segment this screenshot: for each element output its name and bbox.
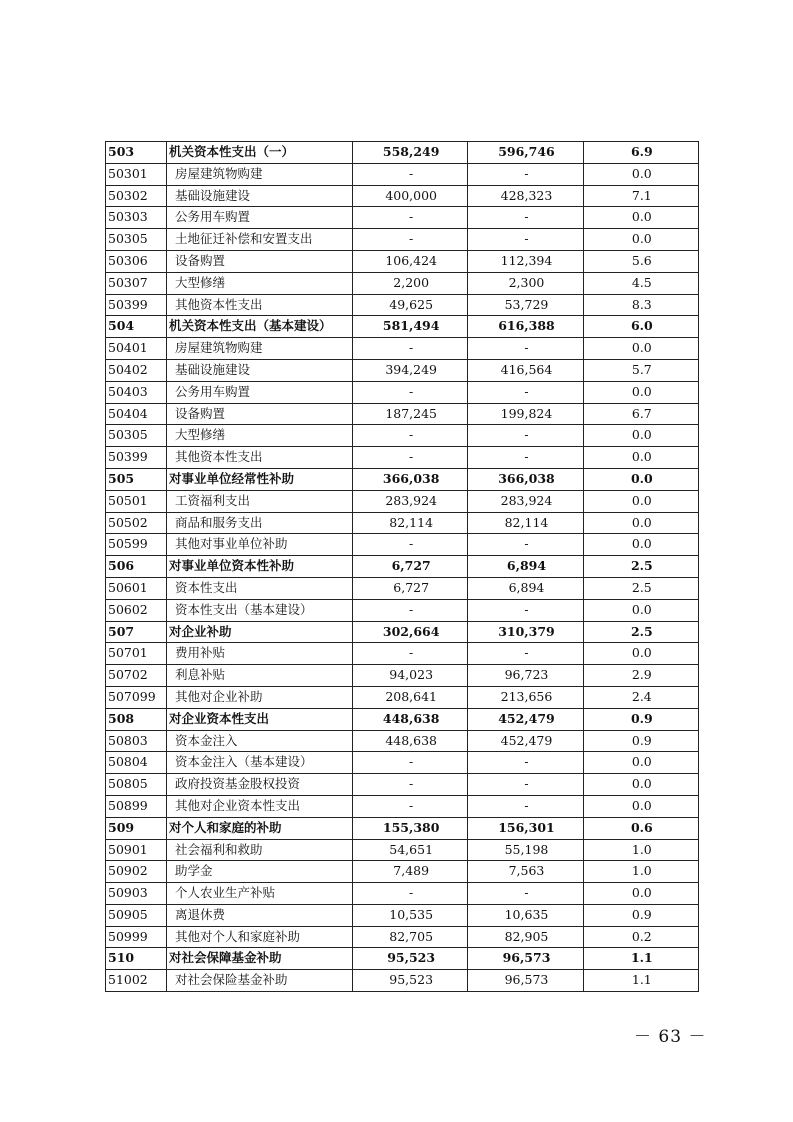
cell-pct: 2.9 [583,665,698,687]
table-row [106,861,699,883]
cell-value-a: 82,705 [353,926,468,948]
cell-value-a: 283,924 [353,490,468,512]
cell-name: 其他对个人和家庭补助 [167,926,353,948]
cell-pct: 0.0 [583,207,698,229]
cell-name: 离退休费 [167,904,353,926]
cell-value-b: 452,479 [468,708,583,730]
cell-name: 机关资本性支出（基本建设） [167,316,353,338]
cell-name: 对企业补助 [167,621,353,643]
table-row [106,468,699,490]
cell-code: 508 [106,708,167,730]
cell-value-b: 82,114 [468,512,583,534]
cell-code: 50905 [106,904,167,926]
cell-value-b: 416,564 [468,359,583,381]
cell-value-a: 94,023 [353,665,468,687]
cell-pct: 0.0 [583,229,698,251]
cell-value-a: - [353,229,468,251]
cell-name: 房屋建筑物购建 [167,163,353,185]
cell-value-b: 596,746 [468,142,583,164]
cell-value-b: 10,635 [468,904,583,926]
table-row [106,294,699,316]
cell-pct: 8.3 [583,294,698,316]
cell-value-a: - [353,447,468,469]
cell-code: 50307 [106,272,167,294]
cell-value-a: 6,727 [353,577,468,599]
table-row [106,948,699,970]
cell-pct: 2.5 [583,556,698,578]
cell-value-a: 400,000 [353,185,468,207]
cell-code: 50902 [106,861,167,883]
cell-pct: 6.9 [583,142,698,164]
cell-value-b: 7,563 [468,861,583,883]
cell-name: 费用补贴 [167,643,353,665]
cell-value-a: 95,523 [353,948,468,970]
table-row [106,316,699,338]
cell-pct: 1.0 [583,839,698,861]
cell-pct: 0.2 [583,926,698,948]
cell-pct: 0.0 [583,381,698,403]
cell-value-b: 96,573 [468,948,583,970]
cell-name: 土地征迁补偿和安置支出 [167,229,353,251]
cell-value-a: - [353,795,468,817]
cell-code: 50399 [106,447,167,469]
cell-value-a: - [353,381,468,403]
table-row [106,839,699,861]
table-row [106,142,699,164]
cell-code: 50501 [106,490,167,512]
cell-name: 利息补贴 [167,665,353,687]
table-row [106,207,699,229]
cell-value-a: 49,625 [353,294,468,316]
cell-value-b: 96,573 [468,970,583,992]
cell-value-a: - [353,599,468,621]
cell-name: 其他资本性支出 [167,294,353,316]
cell-name: 资本性支出（基本建设） [167,599,353,621]
cell-value-a: 95,523 [353,970,468,992]
budget-table [105,141,699,992]
cell-value-b: - [468,883,583,905]
cell-pct: 2.4 [583,686,698,708]
table-row [106,599,699,621]
cell-code: 50601 [106,577,167,599]
cell-pct: 4.5 [583,272,698,294]
cell-code: 50899 [106,795,167,817]
cell-value-a: - [353,534,468,556]
cell-name: 对事业单位经常性补助 [167,468,353,490]
cell-value-b: - [468,795,583,817]
cell-value-a: 581,494 [353,316,468,338]
cell-pct: 0.0 [583,774,698,796]
cell-value-b: - [468,229,583,251]
cell-name: 设备购置 [167,403,353,425]
cell-name: 大型修缮 [167,425,353,447]
cell-value-a: - [353,752,468,774]
cell-code: 503 [106,142,167,164]
cell-code: 50502 [106,512,167,534]
cell-value-a: - [353,425,468,447]
cell-value-a: 394,249 [353,359,468,381]
cell-code: 509 [106,817,167,839]
cell-value-a: 302,664 [353,621,468,643]
cell-code: 50301 [106,163,167,185]
cell-value-a: 448,638 [353,708,468,730]
cell-value-b: 2,300 [468,272,583,294]
cell-value-a: - [353,207,468,229]
table-row [106,381,699,403]
cell-name: 资本金注入 [167,730,353,752]
cell-name: 工资福利支出 [167,490,353,512]
cell-pct: 0.0 [583,468,698,490]
cell-pct: 0.0 [583,534,698,556]
budget-table-body [106,142,699,992]
cell-code: 50303 [106,207,167,229]
cell-value-b: 156,301 [468,817,583,839]
cell-value-b: 616,388 [468,316,583,338]
cell-name: 基础设施建设 [167,185,353,207]
cell-name: 对社会保险基金补助 [167,970,353,992]
cell-pct: 0.0 [583,512,698,534]
table-row [106,752,699,774]
table-row [106,425,699,447]
cell-name: 大型修缮 [167,272,353,294]
cell-value-a: - [353,643,468,665]
cell-code: 507 [106,621,167,643]
cell-name: 资本金注入（基本建设） [167,752,353,774]
cell-name: 公务用车购置 [167,381,353,403]
table-row [106,577,699,599]
cell-code: 506 [106,556,167,578]
cell-pct: 0.0 [583,163,698,185]
cell-pct: 0.0 [583,643,698,665]
table-row [106,534,699,556]
cell-value-b: 366,038 [468,468,583,490]
cell-pct: 6.7 [583,403,698,425]
cell-value-b: 82,905 [468,926,583,948]
table-row [106,708,699,730]
cell-code: 50903 [106,883,167,905]
table-row [106,686,699,708]
cell-value-a: 187,245 [353,403,468,425]
table-row [106,643,699,665]
cell-code: 507099 [106,686,167,708]
cell-value-b: 310,379 [468,621,583,643]
cell-code: 50399 [106,294,167,316]
cell-name: 基础设施建设 [167,359,353,381]
cell-value-a: 155,380 [353,817,468,839]
cell-pct: 5.7 [583,359,698,381]
cell-code: 50305 [106,425,167,447]
cell-value-a: 366,038 [353,468,468,490]
cell-value-b: - [468,447,583,469]
cell-pct: 0.0 [583,752,698,774]
table-row [106,556,699,578]
cell-value-a: 2,200 [353,272,468,294]
cell-value-b: - [468,163,583,185]
cell-pct: 1.1 [583,948,698,970]
cell-value-a: 208,641 [353,686,468,708]
cell-name: 对个人和家庭的补助 [167,817,353,839]
cell-value-b: 199,824 [468,403,583,425]
page-number: － 63 － [634,1027,707,1047]
cell-pct: 5.6 [583,250,698,272]
table-row [106,817,699,839]
cell-code: 50701 [106,643,167,665]
cell-pct: 0.9 [583,904,698,926]
cell-pct: 1.0 [583,861,698,883]
cell-value-a: 448,638 [353,730,468,752]
table-row [106,185,699,207]
cell-value-a: 7,489 [353,861,468,883]
table-row [106,621,699,643]
cell-code: 50402 [106,359,167,381]
cell-code: 50302 [106,185,167,207]
cell-value-b: 452,479 [468,730,583,752]
cell-value-b: - [468,752,583,774]
cell-name: 对企业资本性支出 [167,708,353,730]
cell-pct: 7.1 [583,185,698,207]
cell-value-a: 10,535 [353,904,468,926]
cell-code: 50999 [106,926,167,948]
cell-name: 其他对事业单位补助 [167,534,353,556]
cell-pct: 0.0 [583,883,698,905]
cell-value-b: 428,323 [468,185,583,207]
cell-pct: 0.0 [583,599,698,621]
cell-name: 其他资本性支出 [167,447,353,469]
cell-value-b: - [468,425,583,447]
cell-code: 50805 [106,774,167,796]
cell-name: 社会福利和救助 [167,839,353,861]
table-row [106,403,699,425]
cell-pct: 0.0 [583,338,698,360]
cell-code: 505 [106,468,167,490]
cell-code: 50306 [106,250,167,272]
cell-pct: 0.9 [583,708,698,730]
table-row [106,926,699,948]
cell-value-a: - [353,774,468,796]
table-row [106,163,699,185]
cell-name: 对社会保障基金补助 [167,948,353,970]
cell-name: 其他对企业资本性支出 [167,795,353,817]
cell-code: 50602 [106,599,167,621]
cell-value-a: - [353,338,468,360]
cell-name: 个人农业生产补贴 [167,883,353,905]
cell-pct: 0.0 [583,490,698,512]
cell-pct: 0.0 [583,447,698,469]
cell-value-a: 106,424 [353,250,468,272]
cell-code: 50401 [106,338,167,360]
cell-code: 50599 [106,534,167,556]
cell-value-a: 558,249 [353,142,468,164]
cell-value-a: - [353,883,468,905]
table-row [106,883,699,905]
cell-code: 510 [106,948,167,970]
cell-value-b: - [468,381,583,403]
cell-name: 资本性支出 [167,577,353,599]
table-row [106,730,699,752]
cell-value-b: - [468,774,583,796]
cell-value-b: 283,924 [468,490,583,512]
table-row [106,229,699,251]
cell-code: 50804 [106,752,167,774]
table-row [106,447,699,469]
table-row [106,359,699,381]
cell-value-b: - [468,207,583,229]
cell-pct: 0.0 [583,425,698,447]
table-row [106,970,699,992]
table-row [106,490,699,512]
cell-name: 机关资本性支出（一） [167,142,353,164]
cell-pct: 0.9 [583,730,698,752]
cell-value-b: 53,729 [468,294,583,316]
cell-code: 50702 [106,665,167,687]
cell-code: 50803 [106,730,167,752]
cell-value-a: 82,114 [353,512,468,534]
table-row [106,512,699,534]
table-row [106,665,699,687]
cell-value-b: 213,656 [468,686,583,708]
cell-value-a: 54,651 [353,839,468,861]
table-row [106,250,699,272]
cell-code: 504 [106,316,167,338]
cell-code: 50901 [106,839,167,861]
cell-name: 对事业单位资本性补助 [167,556,353,578]
cell-value-b: 6,894 [468,556,583,578]
cell-name: 设备购置 [167,250,353,272]
cell-value-b: 112,394 [468,250,583,272]
cell-value-b: 6,894 [468,577,583,599]
cell-value-b: - [468,599,583,621]
table-row [106,904,699,926]
cell-name: 助学金 [167,861,353,883]
table-row [106,272,699,294]
cell-value-b: 55,198 [468,839,583,861]
cell-pct: 2.5 [583,577,698,599]
cell-name: 政府投资基金股权投资 [167,774,353,796]
cell-pct: 1.1 [583,970,698,992]
cell-pct: 0.6 [583,817,698,839]
cell-pct: 2.5 [583,621,698,643]
cell-value-b: - [468,534,583,556]
cell-value-a: - [353,163,468,185]
table-row [106,338,699,360]
cell-pct: 0.0 [583,795,698,817]
table-row [106,774,699,796]
cell-code: 50404 [106,403,167,425]
cell-code: 50403 [106,381,167,403]
cell-value-a: 6,727 [353,556,468,578]
cell-value-b: - [468,643,583,665]
cell-value-b: 96,723 [468,665,583,687]
cell-value-b: - [468,338,583,360]
cell-code: 50305 [106,229,167,251]
cell-code: 51002 [106,970,167,992]
cell-name: 房屋建筑物购建 [167,338,353,360]
cell-name: 公务用车购置 [167,207,353,229]
cell-name: 其他对企业补助 [167,686,353,708]
table-row [106,795,699,817]
cell-name: 商品和服务支出 [167,512,353,534]
cell-pct: 6.0 [583,316,698,338]
